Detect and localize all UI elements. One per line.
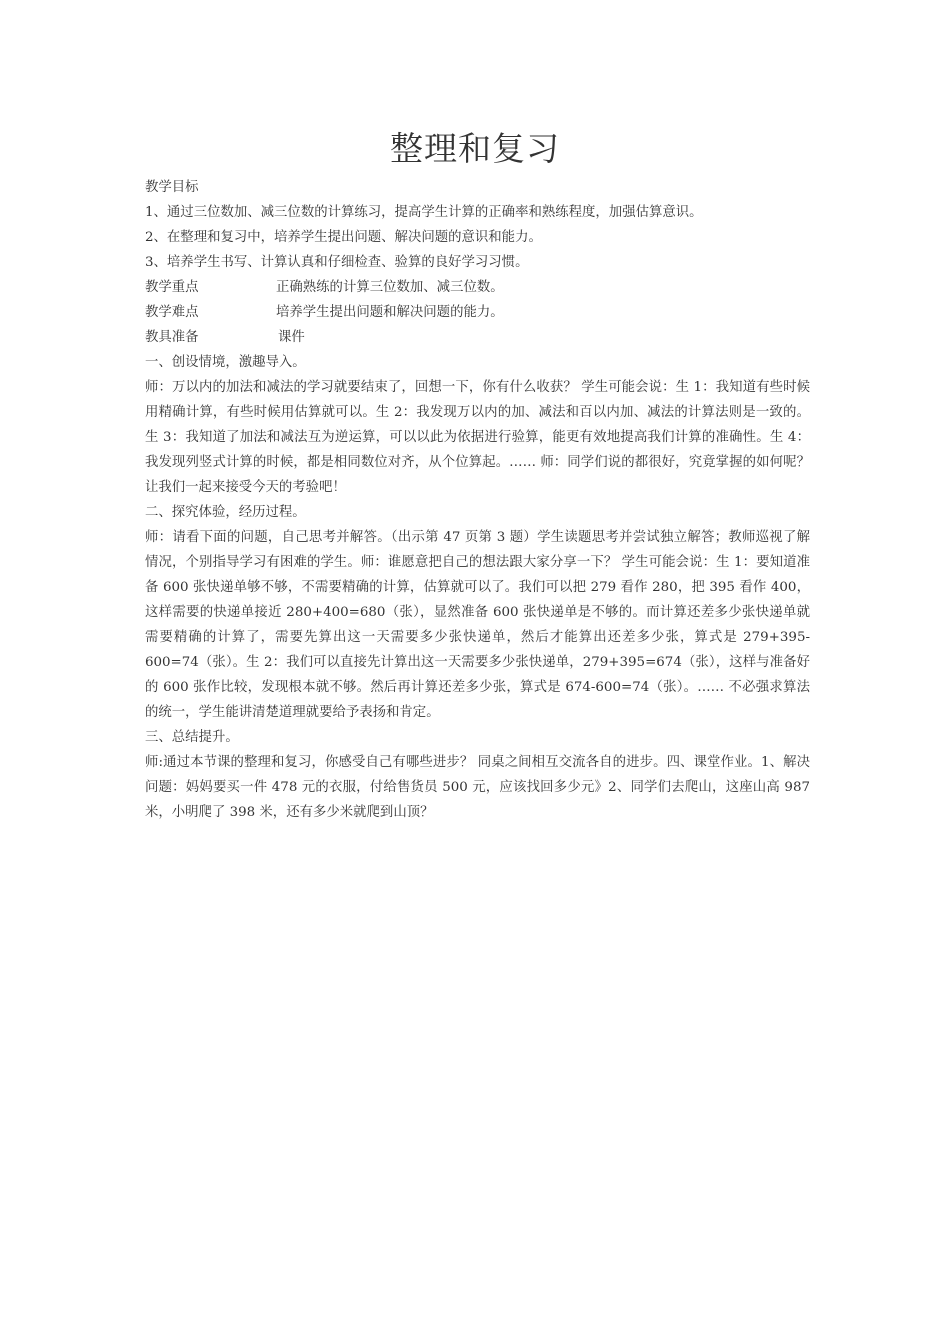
page-title: 整理和复习 bbox=[390, 129, 560, 168]
key-point-value: 正确熟练的计算三位数加、减三位数。 bbox=[276, 280, 504, 295]
objective-item: 2、在整理和复习中，培养学生提出问题、解决问题的意识和能力。 bbox=[145, 230, 542, 245]
tools-label: 教具准备 bbox=[145, 330, 199, 345]
difficulty-label: 教学难点 bbox=[145, 305, 199, 320]
difficulty-value: 培养学生提出问题和解决问题的能力。 bbox=[276, 305, 504, 320]
difficulty-row bbox=[145, 300, 810, 325]
section1-body: 师：万以内的加法和减法的学习就要结束了，回想一下，你有什么收获？ 学生可能会说：生 1：我知道有些时候用精确计算，有些时候用估算就可以。生 2：我发现万以内的加、减法和百以内加、减法的计算法则是一致的。生 3：我知道了加法和减法互为逆运算，可以以此为依据进行验算，能更有效地提高我们计算的准确性。生 4：我发现列竖式计算的时候，都是相同数位对齐，从个位算起。…… 师：同学们说的都很好，究竟掌握的如何呢？让我们一起来接受今天的考验吧！ bbox=[145, 380, 810, 495]
objectives-heading: 教学目标 bbox=[145, 180, 199, 195]
objective-item: 1、通过三位数加、减三位数的计算练习，提高学生计算的正确率和熟练程度，加强估算意识。 bbox=[145, 205, 703, 220]
document-body bbox=[145, 175, 810, 825]
section3-body: 师:通过本节课的整理和复习，你感受自己有哪些进步？ 同桌之间相互交流各自的进步。四、课堂作业。1、解决问题：妈妈要买一件 478 元的衣服，付给售货员 500 元，应该找回多少元》2、同学们去爬山，这座山高 987 米，小明爬了 398 米，还有多少米就爬到山顶？ bbox=[145, 755, 810, 820]
key-point-label: 教学重点 bbox=[145, 280, 199, 295]
section2-body: 师：请看下面的问题，自己思考并解答。（出示第 47 页第 3 题）学生读题思考并尝试独立解答；教师巡视了解情况，个别指导学习有困难的学生。师：谁愿意把自己的想法跟大家分享一下？ 学生可能会说：生 1：要知道准备 600 张快递单够不够，不需要精确的计算，估算就可以了。我们可以把 279 看作 280，把 395 看作 400，这样需要的快递单接近 280+400=680（张），显然准备 600 张快递单是不够的。而计算还差多少张快递单就需要精确的计算了，需要先算出这一天需要多少张快递单，然后才能算出还差多少张，算式是 279+395-600=74（张）。生 2：我们可以直接先计算出这一天需要多少张快递单，279+395=674（张），这样与准备好的 600 张作比较，发现根本就不够。然后再计算还差多少张，算式是 674-600=74（张）。…… 不必强求算法的统一，学生能讲清楚道理就要给予表扬和肯定。 bbox=[145, 530, 810, 720]
key-point-row bbox=[145, 275, 810, 300]
section1-heading: 一、创设情境，激趣导入。 bbox=[145, 355, 306, 370]
objective-item: 3、培养学生书写、计算认真和仔细检查、验算的良好学习习惯。 bbox=[145, 255, 529, 270]
tools-row bbox=[145, 325, 810, 350]
section3-heading: 三、总结提升。 bbox=[145, 730, 239, 745]
section2-heading: 二、探究体验，经历过程。 bbox=[145, 505, 306, 520]
tools-value: 课件 bbox=[278, 330, 305, 345]
